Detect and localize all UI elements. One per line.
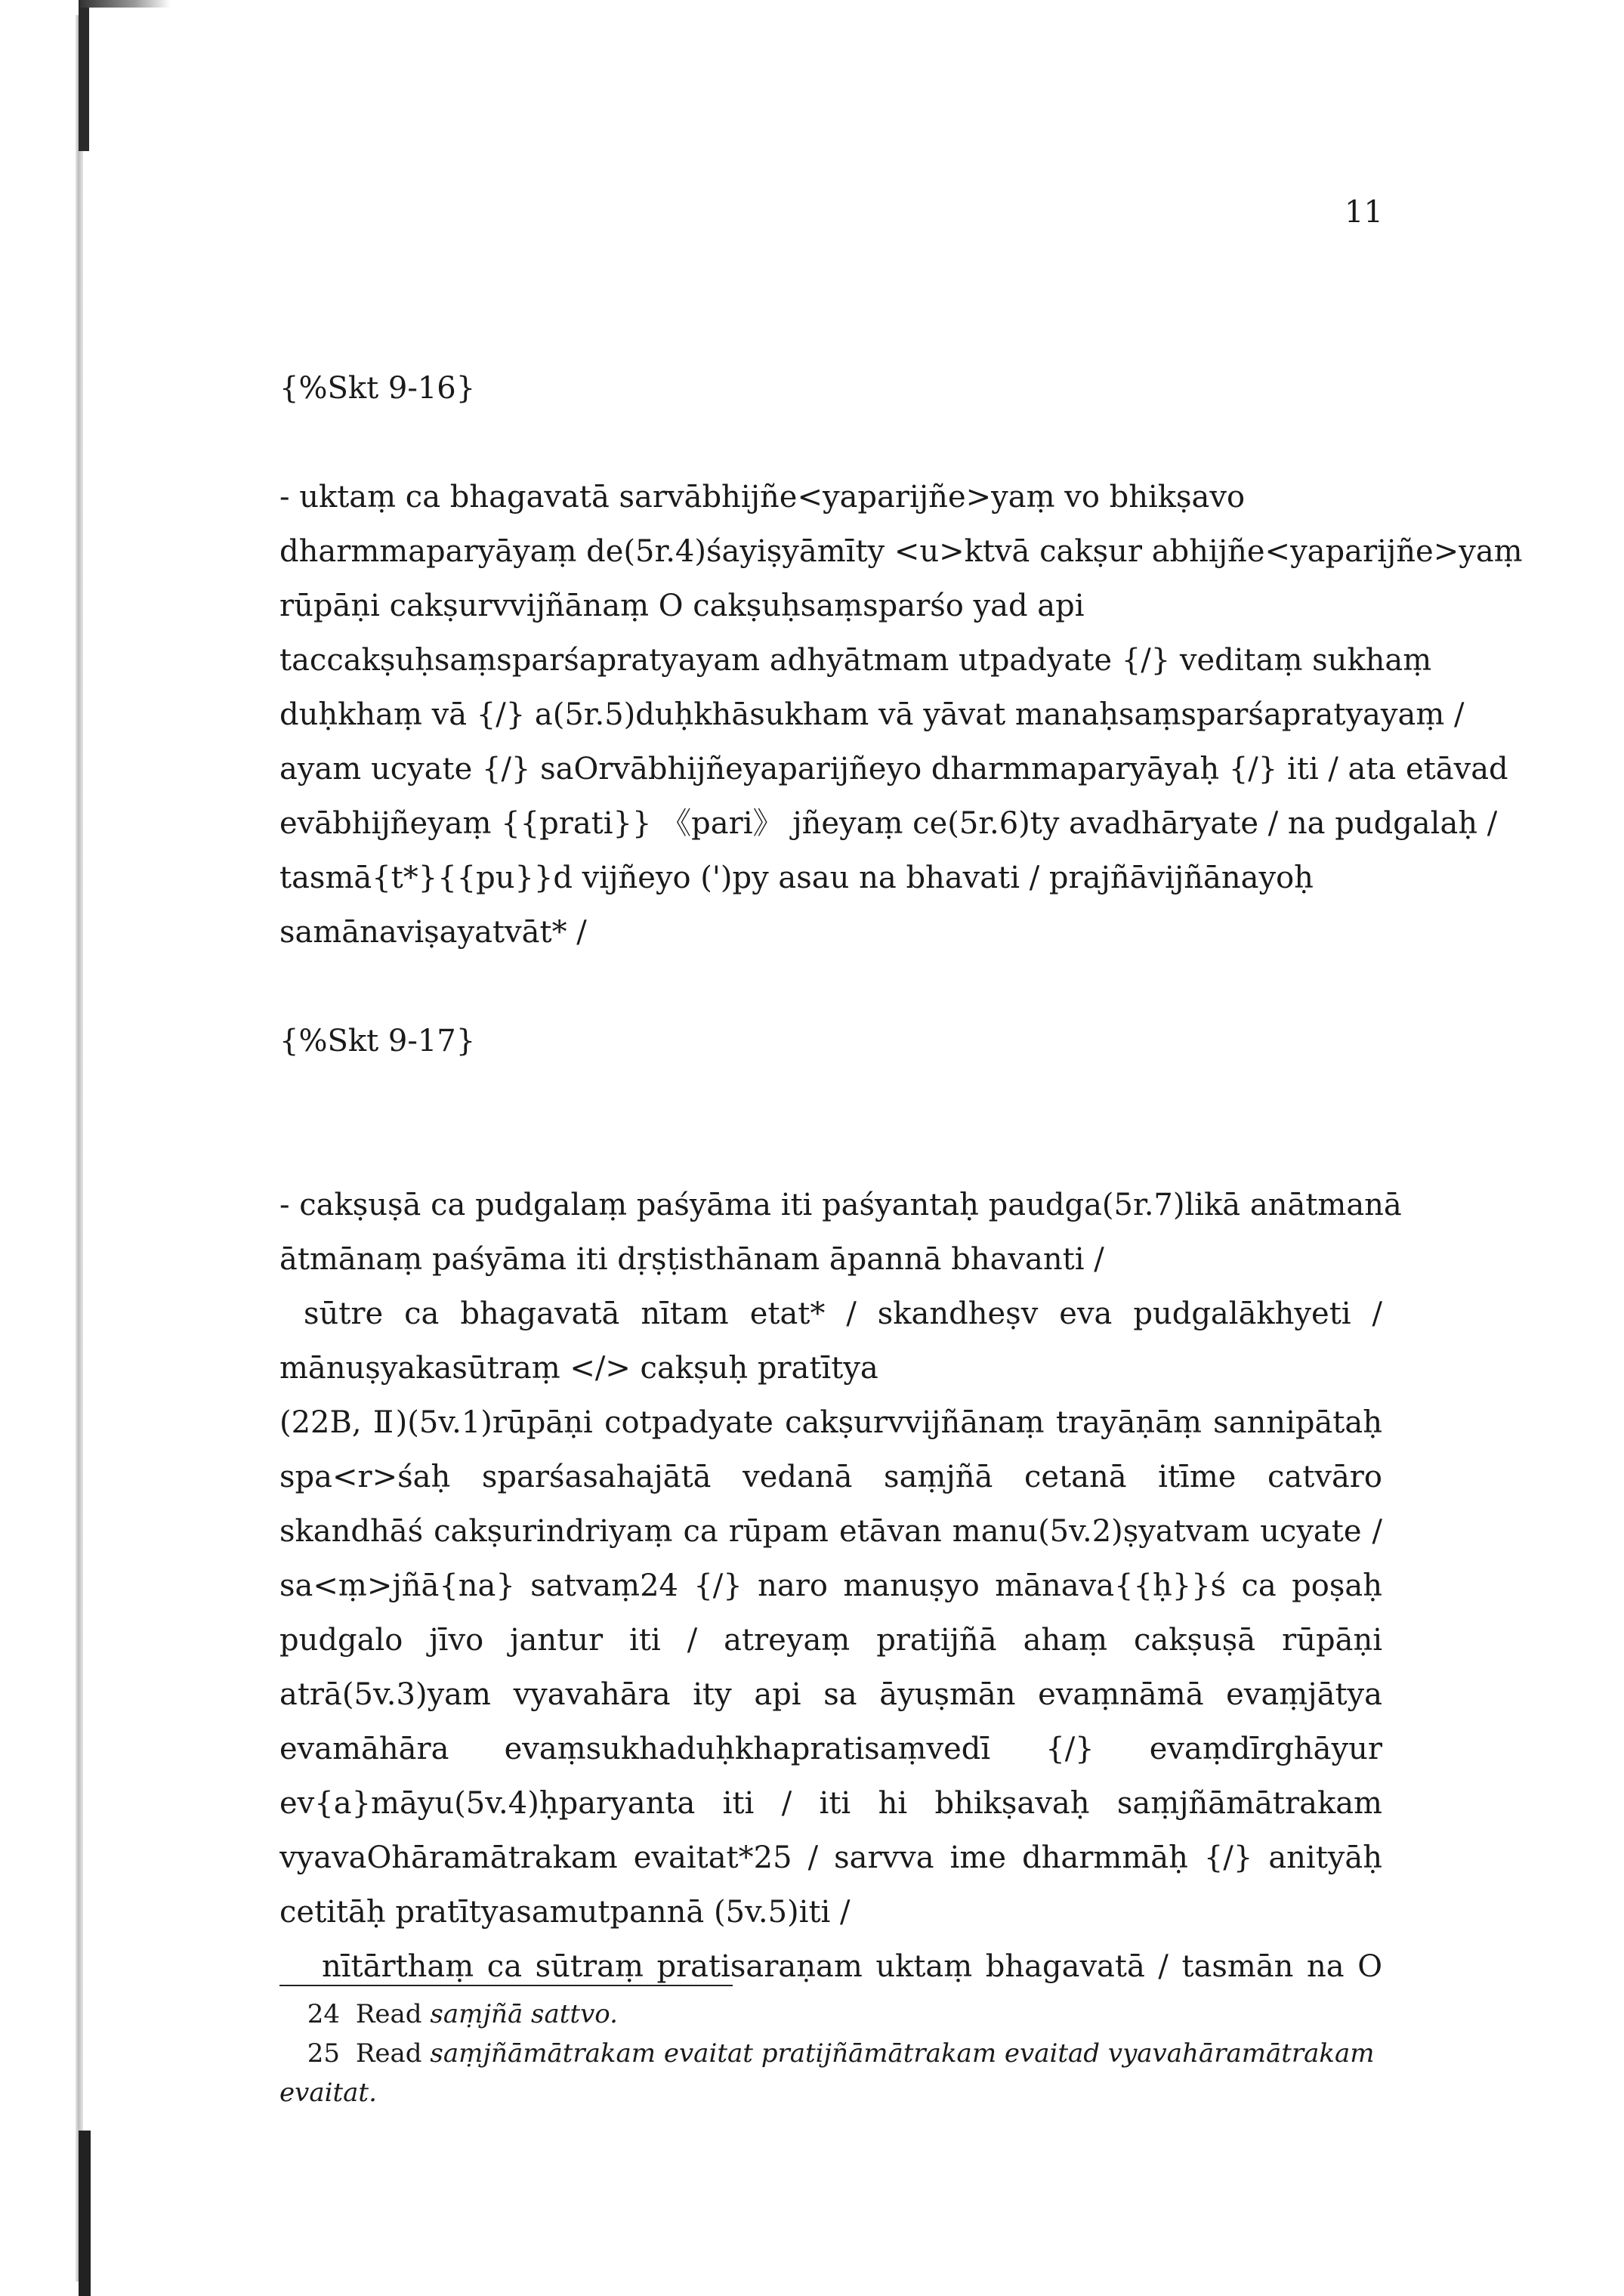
footnote-text: saṃjñā sattvo.	[430, 1999, 618, 2029]
footnote-label: Read	[355, 2038, 422, 2069]
text-line: evābhijñeyaṃ {{prati}} 《pari》 jñeyaṃ ce(5r.6)ty avadhāryate / na pudgalaḥ /	[279, 806, 1498, 841]
text-line: ayam ucyate {/} saOrvābhijñeyaparijñeyo dharmmaparyāyaḥ {/} iti / ata etāvad	[279, 752, 1508, 786]
scan-binding-edge-bottom	[79, 2131, 91, 2296]
footnote-text: saṃjñāmātrakam evaitat pratijñāmātrakam evaitad vyavahāramātrakam	[430, 2038, 1375, 2069]
section-9-16	[279, 361, 1523, 959]
text-line: - cakṣuṣā ca pudgalaṃ paśyāma iti paśyantaḥ paudga(5r.7)likā anātmanā	[279, 1188, 1402, 1222]
text-line: samānaviṣayatvāt* /	[279, 915, 587, 950]
section-heading: {%Skt 9-17}	[279, 1024, 476, 1058]
text-line: tasmā{t*}{{pu}}d vijñeyo (')py asau na bhavati / prajñāvijñānayoḥ	[279, 861, 1314, 895]
text-line: cetitāḥ pratītyasamutpannā (5v.5)iti /	[279, 1895, 851, 1930]
footnote	[279, 2034, 1382, 2073]
text-line: atrā(5v.3)yam vyavahāra ity api sa āyuṣmān evaṃnāmā evaṃjātya	[279, 1677, 1382, 1712]
text-line: vyavaOhāramātrakam evaitat*25 / sarvva ime dharmmāḥ {/} anityāḥ	[279, 1840, 1382, 1875]
section-9-17	[279, 1123, 1402, 1994]
scan-binding-edge-top	[79, 0, 89, 151]
text-line: - uktaṃ ca bhagavatā sarvābhijñe<yaparijñe>yaṃ vo bhikṣavo	[279, 480, 1246, 515]
text-line: spa<r>śaḥ sparśasahajātā vedanā saṃjñā cetanā itīme catvāro	[279, 1460, 1382, 1494]
text-line: pudgalo jīvo jantur iti / atreyaṃ pratijñā ahaṃ cakṣuṣā rūpāṇi	[279, 1623, 1382, 1658]
text-line: dharmmaparyāyaṃ de(5r.4)śayiṣyāmīty <u>ktvā cakṣur abhijñe<yaparijñe>yaṃ	[279, 534, 1523, 569]
blank-line	[279, 416, 1382, 470]
text-line: sūtre ca bhagavatā nītam etat* / skandheṣv eva pudgalākhyeti /	[304, 1296, 1382, 1331]
text-line: (22B, Ⅱ)(5v.1)rūpāṇi cotpadyate cakṣurvvijñānaṃ trayāṇāṃ sannipātaḥ	[279, 1405, 1382, 1440]
text-line: skandhāś cakṣurindriyaṃ ca rūpam etāvan manu(5v.2)ṣyatvam ucyate /	[279, 1514, 1382, 1549]
text-line: mānuṣyakasūtraṃ </> cakṣuḥ pratītya	[279, 1351, 878, 1386]
text-line: evamāhāra evaṃsukhaduḥkhapratisaṃvedī {/} evaṃdīrghāyur	[279, 1732, 1382, 1766]
footnote-continuation: evaitat.	[279, 2078, 377, 2108]
section-9-17-heading	[279, 1014, 1382, 1068]
text-line: sa<ṃ>jñā{na} satvaṃ24 {/} naro manuṣyo mānava{{ḥ}}ś ca poṣaḥ	[279, 1568, 1382, 1603]
page-number: 11	[1345, 195, 1383, 230]
text-line: taccakṣuḥsaṃsparśapratyayam adhyātmam utpadyate {/} veditaṃ sukhaṃ	[279, 643, 1432, 678]
section-heading: {%Skt 9-16}	[279, 371, 476, 406]
footnote-number: 24	[307, 1999, 340, 2029]
text-line: duḥkhaṃ vā {/} a(5r.5)duḥkhāsukham vā yāvat manaḥsaṃsparśapratyayaṃ /	[279, 697, 1465, 732]
blank-line	[279, 1123, 1382, 1178]
text-line: ātmānaṃ paśyāma iti dṛṣṭisthānam āpannā bhavanti /	[279, 1242, 1104, 1277]
footnote-number: 25	[307, 2038, 340, 2069]
scan-binding-edge	[76, 15, 83, 2282]
footnotes	[279, 1995, 1382, 2112]
text-line: nītārthaṃ ca sūtraṃ pratisaraṇam uktaṃ bhagavatā / tasmān na O	[322, 1949, 1382, 1984]
text-line: rūpāṇi cakṣurvvijñānaṃ O cakṣuḥsaṃsparśo yad api	[279, 589, 1085, 623]
scan-corner-mark	[80, 0, 171, 8]
footnote-separator	[279, 1985, 733, 1986]
text-line: ev{a}māyu(5v.4)ḥparyanta iti / iti hi bhikṣavaḥ saṃjñāmātrakam	[279, 1786, 1382, 1821]
footnote-label: Read	[355, 1999, 422, 2029]
footnote	[279, 1995, 1382, 2034]
